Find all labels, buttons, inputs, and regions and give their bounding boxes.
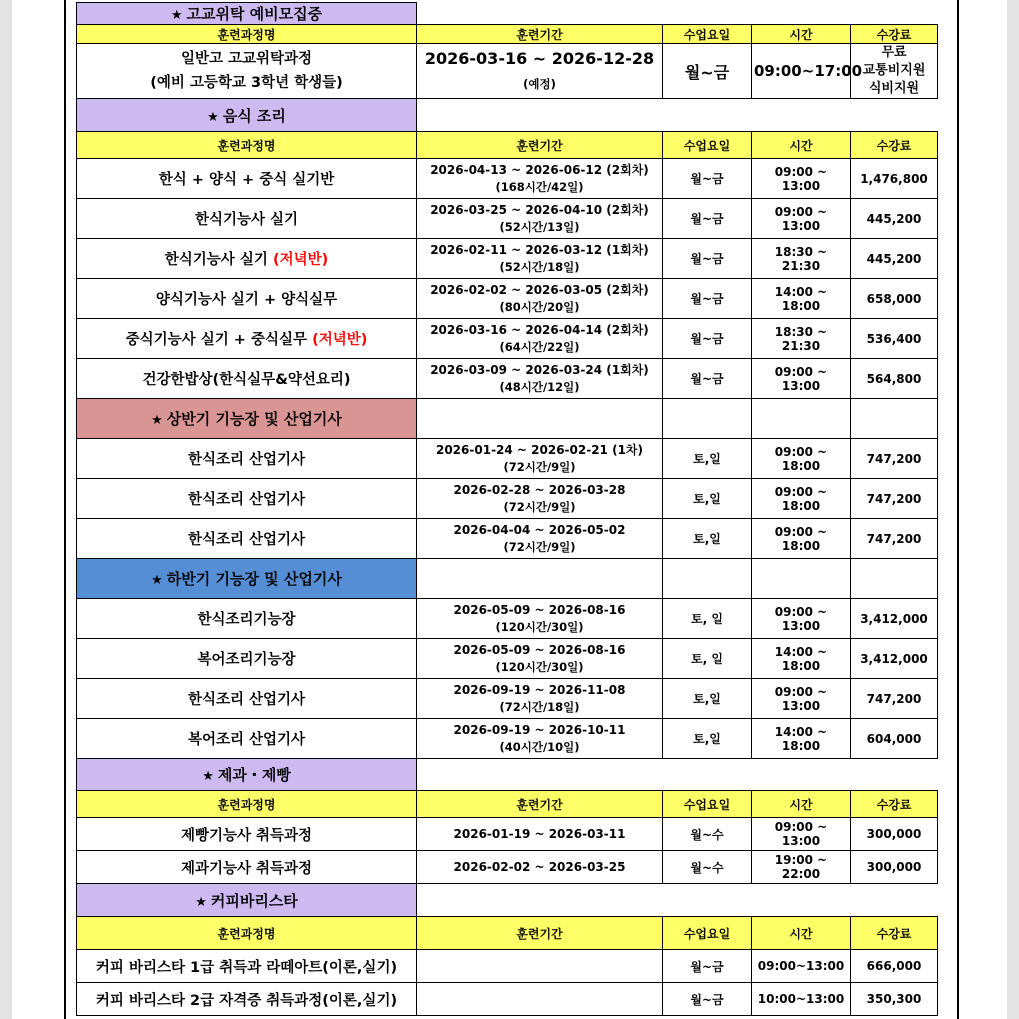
period-cell	[417, 359, 663, 399]
evening-class-badge: (저녁반)	[272, 252, 329, 268]
column-header-label: 수강료	[876, 797, 912, 812]
tuition-fee: 350,300	[866, 992, 922, 1006]
course-name: 제빵기능사 취득과정	[180, 827, 313, 844]
class-days: 토,일	[693, 692, 721, 706]
page-border-right	[957, 0, 959, 1019]
period-cell	[417, 519, 663, 559]
section-title	[77, 559, 417, 599]
star-icon: ★	[207, 109, 219, 125]
class-time-cell	[752, 679, 851, 719]
column-header-label: 훈련과정명	[217, 797, 276, 812]
period-cell	[417, 439, 663, 479]
column-header-label: 훈련기간	[516, 797, 563, 812]
table-row	[77, 519, 938, 559]
course-name-cell	[77, 159, 417, 199]
tuition-fee: 445,200	[866, 251, 922, 266]
table-row	[77, 950, 938, 983]
class-days-cell	[663, 479, 752, 519]
training-hours: (40시간/10일)	[499, 739, 580, 754]
section-header-row	[77, 99, 938, 132]
class-time-cell	[752, 851, 851, 884]
course-name: 일반고 고교위탁과정	[180, 51, 313, 67]
tuition-fee-cell	[851, 983, 938, 1016]
table-row	[77, 639, 938, 679]
class-time: 18:30 ~ 21:30	[774, 244, 828, 273]
class-time-cell	[752, 44, 863, 99]
course-name: 한식조리 산업기사	[187, 532, 306, 548]
column-header-label: 시간	[789, 27, 813, 42]
course-name-cell	[77, 439, 417, 479]
course-name: 한식기능사 실기	[164, 252, 268, 268]
column-header-label: 훈련기간	[516, 926, 563, 941]
section-header-row	[77, 3, 938, 25]
tuition-fee: 3,412,000	[860, 611, 928, 626]
course-name: 복어조리기능장	[197, 652, 296, 668]
transport-support: 교통비지원	[862, 63, 926, 78]
class-days-cell	[663, 159, 752, 199]
course-name: 커피 바리스타 1급 취득과 라떼아트(이론,실기)	[95, 959, 398, 976]
tuition-fee: 666,000	[866, 959, 922, 973]
meal-support: 식비지원	[868, 81, 920, 96]
table-row	[77, 983, 938, 1016]
class-days: 토,일	[693, 732, 721, 746]
section-title	[77, 399, 417, 439]
class-time-cell	[752, 199, 851, 239]
training-hours: (52시간/18일)	[499, 259, 580, 274]
column-header-days	[663, 25, 752, 44]
page-border-left	[64, 0, 66, 1019]
column-header-name	[77, 917, 417, 950]
course-name: 제과기능사 취득과정	[180, 860, 313, 877]
class-days: 월~금	[690, 292, 724, 306]
course-name-cell	[77, 599, 417, 639]
column-header-period	[417, 791, 663, 818]
empty-cell	[417, 99, 938, 132]
period-cell	[417, 319, 663, 359]
course-name-note: (예비 고등학교 3학년 학생들)	[150, 75, 343, 91]
column-header-period	[417, 132, 663, 159]
course-name: 한식조리 산업기사	[187, 492, 306, 508]
tuition-fee-cell	[851, 818, 938, 851]
column-header-fee	[851, 25, 938, 44]
tuition-fee-cell	[851, 519, 938, 559]
training-period: 2026-03-25 ~ 2026-04-10 (2회차)	[430, 202, 649, 217]
column-header-label: 시간	[789, 926, 813, 941]
star-icon: ★	[170, 8, 183, 23]
class-time: 09:00 ~ 13:00	[774, 364, 828, 393]
class-time: 18:30 ~ 21:30	[774, 324, 828, 353]
course-name: 양식기능사 실기 + 양식실무	[155, 292, 338, 308]
section-title-text: 커피바리스타	[210, 891, 298, 910]
tuition-fee: 1,476,800	[860, 171, 928, 186]
class-days: 토,일	[693, 532, 721, 546]
column-header-time	[752, 917, 851, 950]
class-time: 14:00 ~ 18:00	[774, 284, 828, 313]
course-name-cell	[77, 679, 417, 719]
course-name-cell	[77, 719, 417, 759]
tuition-fee: 3,412,000	[860, 651, 928, 666]
class-days-cell	[663, 719, 752, 759]
course-name: 한식조리 산업기사	[187, 452, 306, 468]
training-hours: (64시간/22일)	[499, 339, 580, 354]
course-name: 한식 + 양식 + 중식 실기반	[158, 172, 335, 188]
training-period: 2026-05-09 ~ 2026-08-16	[453, 642, 626, 657]
class-time: 09:00 ~ 13:00	[774, 204, 828, 233]
empty-cell	[417, 759, 938, 791]
class-days: 월~금	[684, 62, 730, 82]
empty-cell	[851, 399, 938, 439]
training-period: 2026-01-24 ~ 2026-02-21 (1차)	[435, 442, 643, 457]
tuition-fee-cell	[851, 279, 938, 319]
class-time: 09:00 ~ 18:00	[774, 524, 828, 553]
class-days: 월~수	[690, 860, 724, 875]
tuition-fee-cell	[851, 479, 938, 519]
class-time-cell	[752, 818, 851, 851]
column-header-label: 수업요일	[683, 797, 731, 812]
class-days-cell	[663, 239, 752, 279]
column-header-label: 훈련기간	[516, 27, 563, 42]
class-days: 토, 일	[691, 652, 723, 666]
class-days-cell	[663, 519, 752, 559]
empty-cell	[417, 399, 663, 439]
section-header-row	[77, 399, 938, 439]
star-icon: ★	[151, 573, 163, 588]
class-time-cell	[752, 983, 851, 1016]
section-title-text: 고교위탁 예비모집중	[186, 5, 323, 23]
empty-cell	[752, 399, 851, 439]
course-name-cell	[77, 851, 417, 884]
training-hours: (48시간/12일)	[499, 379, 580, 394]
class-time: 09:00~17:00	[754, 62, 863, 80]
period-cell	[417, 159, 663, 199]
training-period: 2026-02-02 ~ 2026-03-05 (2회차)	[430, 282, 649, 297]
tuition-fee: 747,200	[866, 531, 922, 546]
column-header-time	[752, 132, 851, 159]
table-row	[77, 319, 938, 359]
course-name-cell	[77, 950, 417, 983]
course-name-cell	[77, 519, 417, 559]
column-header-label: 훈련과정명	[217, 138, 276, 153]
tuition-fee: 무료	[881, 45, 907, 60]
class-time-cell	[752, 159, 851, 199]
class-time-cell	[752, 359, 851, 399]
class-days: 월~금	[690, 959, 724, 974]
class-days-cell	[663, 599, 752, 639]
class-time: 09:00 ~ 13:00	[774, 820, 828, 848]
course-name: 한식조리기능장	[197, 612, 296, 628]
training-period: 2026-03-16 ~ 2026-04-14 (2회차)	[430, 322, 649, 337]
period-cell	[417, 199, 663, 239]
table-row	[77, 44, 938, 99]
training-period: 2026-02-11 ~ 2026-03-12 (1회차)	[430, 242, 649, 257]
star-icon: ★	[151, 413, 163, 428]
column-header-label: 훈련과정명	[217, 926, 276, 941]
table-row	[77, 599, 938, 639]
tuition-fee: 747,200	[866, 491, 922, 506]
column-header-label: 수강료	[876, 138, 912, 153]
class-time: 19:00 ~ 22:00	[774, 853, 828, 881]
column-header-label: 훈련과정명	[217, 27, 276, 42]
table-row	[77, 159, 938, 199]
column-header-label: 수업요일	[683, 27, 731, 42]
tuition-fee: 300,000	[866, 827, 922, 841]
class-days-cell	[663, 279, 752, 319]
section-title-text: 제과・제빵	[217, 766, 291, 784]
training-period: 2026-03-09 ~ 2026-03-24 (1회차)	[430, 362, 649, 377]
course-name: 복어조리 산업기사	[187, 732, 306, 748]
column-header-row	[77, 791, 938, 818]
class-days-cell	[663, 199, 752, 239]
class-time: 09:00 ~ 18:00	[774, 484, 828, 513]
period-cell	[417, 279, 663, 319]
class-time-cell	[752, 519, 851, 559]
column-header-name	[77, 25, 417, 44]
period-cell	[417, 239, 663, 279]
column-header-row	[77, 132, 938, 159]
column-header-fee	[851, 132, 938, 159]
tuition-fee: 445,200	[866, 211, 922, 226]
course-name-cell	[77, 239, 417, 279]
class-time-cell	[752, 439, 851, 479]
class-days: 토, 일	[691, 612, 723, 626]
tuition-fee: 747,200	[866, 691, 922, 706]
course-name: 한식기능사 실기	[194, 212, 299, 228]
training-hours: (52시간/13일)	[499, 219, 580, 234]
column-header-row	[77, 917, 938, 950]
table-row	[77, 279, 938, 319]
class-days-cell	[663, 983, 752, 1016]
class-days: 토,일	[693, 492, 721, 506]
training-hours: (80시간/20일)	[499, 299, 580, 314]
column-header-label: 수업요일	[683, 138, 731, 153]
class-days-cell	[663, 818, 752, 851]
class-days-cell	[663, 44, 752, 99]
table-row	[77, 439, 938, 479]
class-days-cell	[663, 639, 752, 679]
course-name-cell	[77, 44, 417, 99]
class-days-cell	[663, 439, 752, 479]
section-header-row	[77, 759, 938, 791]
tuition-fee-cell	[851, 159, 938, 199]
tuition-fee-cell	[851, 719, 938, 759]
section-title-text: 상반기 기능장 및 산업기사	[166, 410, 342, 428]
column-header-label: 훈련기간	[516, 138, 563, 153]
training-hours: (예정)	[523, 76, 556, 91]
period-cell	[417, 679, 663, 719]
section-header-row	[77, 884, 938, 917]
section-title-text: 하반기 기능장 및 산업기사	[166, 570, 342, 588]
table-row	[77, 719, 938, 759]
class-days-cell	[663, 319, 752, 359]
class-days: 월~금	[690, 172, 724, 186]
empty-cell	[663, 559, 752, 599]
class-time-cell	[752, 639, 851, 679]
training-hours: (168시간/42일)	[495, 179, 584, 194]
course-name-cell	[77, 359, 417, 399]
tuition-fee: 747,200	[866, 451, 922, 466]
training-period: 2026-03-16 ~ 2026-12-28	[424, 48, 655, 68]
column-header-period	[417, 917, 663, 950]
empty-cell	[851, 559, 938, 599]
course-name-cell	[77, 479, 417, 519]
course-name: 한식조리 산업기사	[187, 692, 306, 708]
column-header-time	[752, 791, 851, 818]
class-days: 월~수	[690, 827, 724, 842]
class-time: 09:00 ~ 18:00	[774, 444, 828, 473]
column-header-label: 시간	[789, 138, 813, 153]
tuition-fee: 564,800	[866, 371, 922, 386]
column-header-fee	[851, 791, 938, 818]
class-time: 09:00 ~ 13:00	[774, 604, 828, 633]
training-hours: (120시간/30일)	[495, 619, 584, 634]
training-period: 2026-02-28 ~ 2026-03-28	[453, 482, 626, 497]
tuition-fee-cell	[851, 199, 938, 239]
section-title	[77, 759, 417, 791]
tuition-fee: 536,400	[866, 331, 922, 346]
class-time: 14:00 ~ 18:00	[774, 644, 828, 673]
empty-cell	[417, 884, 938, 917]
tuition-fee-cell	[851, 639, 938, 679]
course-name-cell	[77, 818, 417, 851]
tuition-fee-cell	[851, 439, 938, 479]
tuition-fee-cell	[851, 950, 938, 983]
training-hours: (72시간/9일)	[503, 539, 576, 554]
class-time-cell	[752, 950, 851, 983]
period-cell	[417, 818, 663, 851]
section-header-row	[77, 559, 938, 599]
class-time: 14:00 ~ 18:00	[774, 724, 828, 753]
section-title-text: 음식 조리	[222, 106, 286, 125]
training-period: 2026-04-13 ~ 2026-06-12 (2회차)	[430, 162, 649, 177]
evening-class-badge: (저녁반)	[312, 332, 368, 348]
class-time: 10:00~13:00	[757, 992, 845, 1006]
class-days: 월~금	[690, 992, 724, 1007]
training-period: 2026-02-02 ~ 2026-03-25	[453, 859, 626, 874]
column-header-fee	[851, 917, 938, 950]
period-cell	[417, 599, 663, 639]
class-time-cell	[752, 319, 851, 359]
class-time-cell	[752, 719, 851, 759]
class-days: 월~금	[690, 332, 724, 346]
training-hours: (120시간/30일)	[495, 659, 584, 674]
training-period: 2026-04-04 ~ 2026-05-02	[453, 522, 626, 537]
column-header-label: 시간	[789, 797, 813, 812]
empty-cell	[663, 399, 752, 439]
course-name-cell	[77, 983, 417, 1016]
tuition-fee-cell	[851, 44, 938, 99]
training-period: 2026-09-19 ~ 2026-10-11	[453, 722, 626, 737]
table-row	[77, 239, 938, 279]
column-header-days	[663, 132, 752, 159]
class-time-cell	[752, 599, 851, 639]
column-header-label: 수강료	[876, 27, 912, 42]
table-row	[77, 199, 938, 239]
class-days: 월~금	[690, 212, 724, 226]
column-header-name	[77, 132, 417, 159]
class-days-cell	[663, 359, 752, 399]
tuition-fee-cell	[851, 359, 938, 399]
class-time-cell	[752, 279, 851, 319]
section-title	[77, 884, 417, 917]
training-hours: (72시간/9일)	[503, 499, 576, 514]
training-period: 2026-09-19 ~ 2026-11-08	[453, 682, 626, 697]
class-time-cell	[752, 479, 851, 519]
column-header-time	[752, 25, 851, 44]
tuition-fee: 658,000	[866, 291, 922, 306]
tuition-fee: 300,000	[866, 860, 922, 874]
column-header-label: 수업요일	[683, 926, 731, 941]
column-header-label: 수강료	[876, 926, 912, 941]
tuition-fee-cell	[851, 599, 938, 639]
class-time: 09:00 ~ 13:00	[774, 684, 828, 713]
tuition-fee-cell	[851, 679, 938, 719]
tuition-fee-cell	[851, 239, 938, 279]
course-name: 커피 바리스타 2급 자격증 취득과정(이론,실기)	[95, 992, 398, 1009]
course-name-cell	[77, 639, 417, 679]
class-days-cell	[663, 851, 752, 884]
training-hours: (72시간/9일)	[503, 459, 576, 474]
course-name-cell	[77, 199, 417, 239]
section-title	[77, 3, 417, 25]
column-header-days	[663, 917, 752, 950]
empty-cell	[417, 3, 938, 25]
class-days-cell	[663, 679, 752, 719]
tuition-fee: 604,000	[866, 731, 922, 746]
course-schedule-table	[76, 2, 938, 1016]
table-row	[77, 359, 938, 399]
course-name-cell	[77, 279, 417, 319]
period-cell	[417, 851, 663, 884]
empty-cell	[752, 559, 851, 599]
empty-cell	[417, 559, 663, 599]
class-days: 토,일	[693, 452, 721, 466]
column-header-row	[77, 25, 938, 44]
table-row	[77, 851, 938, 884]
table-row	[77, 479, 938, 519]
class-time-cell	[752, 239, 851, 279]
class-days-cell	[663, 950, 752, 983]
class-time: 09:00~13:00	[757, 959, 845, 973]
period-cell	[417, 719, 663, 759]
class-days: 월~금	[690, 252, 724, 266]
period-cell	[417, 479, 663, 519]
star-icon: ★	[195, 894, 207, 910]
period-cell	[417, 950, 663, 983]
column-header-period	[417, 25, 663, 44]
period-cell	[417, 639, 663, 679]
class-time: 09:00 ~ 13:00	[774, 164, 828, 193]
tuition-fee-cell	[851, 851, 938, 884]
training-hours: (72시간/18일)	[499, 699, 580, 714]
tuition-fee-cell	[851, 319, 938, 359]
class-days: 월~금	[690, 372, 724, 386]
table-row	[77, 818, 938, 851]
course-name-cell	[77, 319, 417, 359]
training-period: 2026-01-19 ~ 2026-03-11	[453, 826, 626, 841]
star-icon: ★	[202, 769, 214, 784]
column-header-name	[77, 791, 417, 818]
training-period: 2026-05-09 ~ 2026-08-16	[453, 602, 626, 617]
period-cell	[417, 44, 663, 99]
period-cell	[417, 983, 663, 1016]
section-title	[77, 99, 417, 132]
course-name: 중식기능사 실기 + 중식실무	[125, 332, 308, 348]
column-header-days	[663, 791, 752, 818]
table-row	[77, 679, 938, 719]
course-name: 건강한밥상(한식실무&약선요리)	[142, 372, 351, 388]
